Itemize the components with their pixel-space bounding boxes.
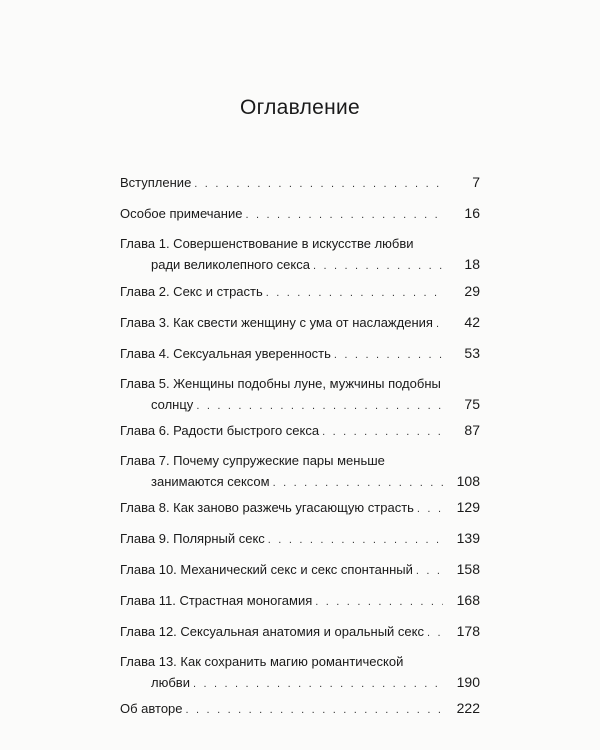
toc-entry-title: Глава 11. Страстная моногамия xyxy=(120,593,313,608)
toc-page-number: 129 xyxy=(456,499,480,515)
toc-entry xyxy=(120,420,480,442)
toc-page-number: 158 xyxy=(456,561,480,577)
toc-entry-title: Глава 10. Механический секс и секс спонтанный xyxy=(120,562,413,577)
toc-page-number: 18 xyxy=(464,256,480,272)
dot-leader xyxy=(268,530,443,550)
toc-page-number: 87 xyxy=(464,422,480,438)
toc-entry xyxy=(120,559,480,581)
toc-entry-title: Глава 6. Радости быстрого секса xyxy=(120,423,320,438)
toc-entry xyxy=(120,281,480,303)
dot-leader xyxy=(427,623,443,643)
toc-entry-title-continuation: солнцу xyxy=(151,397,194,412)
toc-entry xyxy=(120,312,480,334)
dot-leader xyxy=(194,174,443,194)
toc-page-number: 7 xyxy=(472,174,480,190)
toc-entry xyxy=(120,374,480,416)
dot-leader xyxy=(334,345,443,365)
toc-entry xyxy=(120,234,480,276)
toc-entry-title: Глава 9. Полярный секс xyxy=(120,531,265,546)
toc-entry xyxy=(120,343,480,365)
toc-entry xyxy=(120,497,480,519)
toc-entry-title-continuation: любви xyxy=(151,675,190,690)
toc-entry xyxy=(120,203,480,225)
toc-entry-title: Глава 7. Почему супружеские пары меньше xyxy=(120,453,385,468)
toc-entry-title: Глава 3. Как свести женщину с ума от наслаждения xyxy=(120,315,433,330)
dot-leader xyxy=(245,205,443,225)
toc-page-number: 75 xyxy=(464,396,480,412)
dot-leader xyxy=(417,499,443,519)
toc-entry xyxy=(120,621,480,643)
toc-entry-title: Глава 13. Как сохранить магию романтической xyxy=(120,654,404,669)
toc-entry xyxy=(120,590,480,612)
dot-leader xyxy=(322,422,443,442)
toc-entry xyxy=(120,528,480,550)
dot-leader xyxy=(186,700,443,720)
toc-entry xyxy=(120,172,480,194)
dot-leader xyxy=(196,396,443,416)
toc-entry-title: Глава 5. Женщины подобны луне, мужчины подобны xyxy=(120,376,441,391)
toc-entry xyxy=(120,698,480,720)
dot-leader xyxy=(313,256,443,276)
toc-page-number: 139 xyxy=(456,530,480,546)
toc-entry-title: Вступление xyxy=(120,175,192,190)
dot-leader xyxy=(266,283,443,303)
dot-leader xyxy=(193,674,443,694)
toc-entry-title: Особое примечание xyxy=(120,206,243,221)
toc-page-number: 53 xyxy=(464,345,480,361)
toc-entry-title: Об авторе xyxy=(120,701,183,716)
toc-entry xyxy=(120,451,480,493)
toc-page-number: 190 xyxy=(456,674,480,690)
toc-page-number: 178 xyxy=(456,623,480,639)
toc-entry-title-continuation: занимаются сексом xyxy=(151,474,270,489)
dot-leader xyxy=(273,473,443,493)
toc-page-number: 168 xyxy=(456,592,480,608)
toc-entry-title: Глава 4. Сексуальная уверенность xyxy=(120,346,331,361)
toc-entry xyxy=(120,652,480,694)
toc-page-number: 222 xyxy=(456,700,480,716)
toc-page-number: 29 xyxy=(464,283,480,299)
dot-leader xyxy=(436,314,443,334)
dot-leader xyxy=(416,561,443,581)
toc-page-number: 108 xyxy=(456,473,480,489)
toc-entry-title: Глава 12. Сексуальная анатомия и оральный секс xyxy=(120,624,424,639)
toc-entry-title-continuation: ради великолепного секса xyxy=(151,257,310,272)
toc-entry-title: Глава 1. Совершенствование в искусстве любви xyxy=(120,236,414,251)
toc-entry-title: Глава 8. Как заново разжечь угасающую страсть xyxy=(120,500,414,515)
toc-page-number: 16 xyxy=(464,205,480,221)
dot-leader xyxy=(315,592,443,612)
toc-entry-title: Глава 2. Секс и страсть xyxy=(120,284,263,299)
toc-page-number: 42 xyxy=(464,314,480,330)
page-title: Оглавление xyxy=(239,96,361,119)
